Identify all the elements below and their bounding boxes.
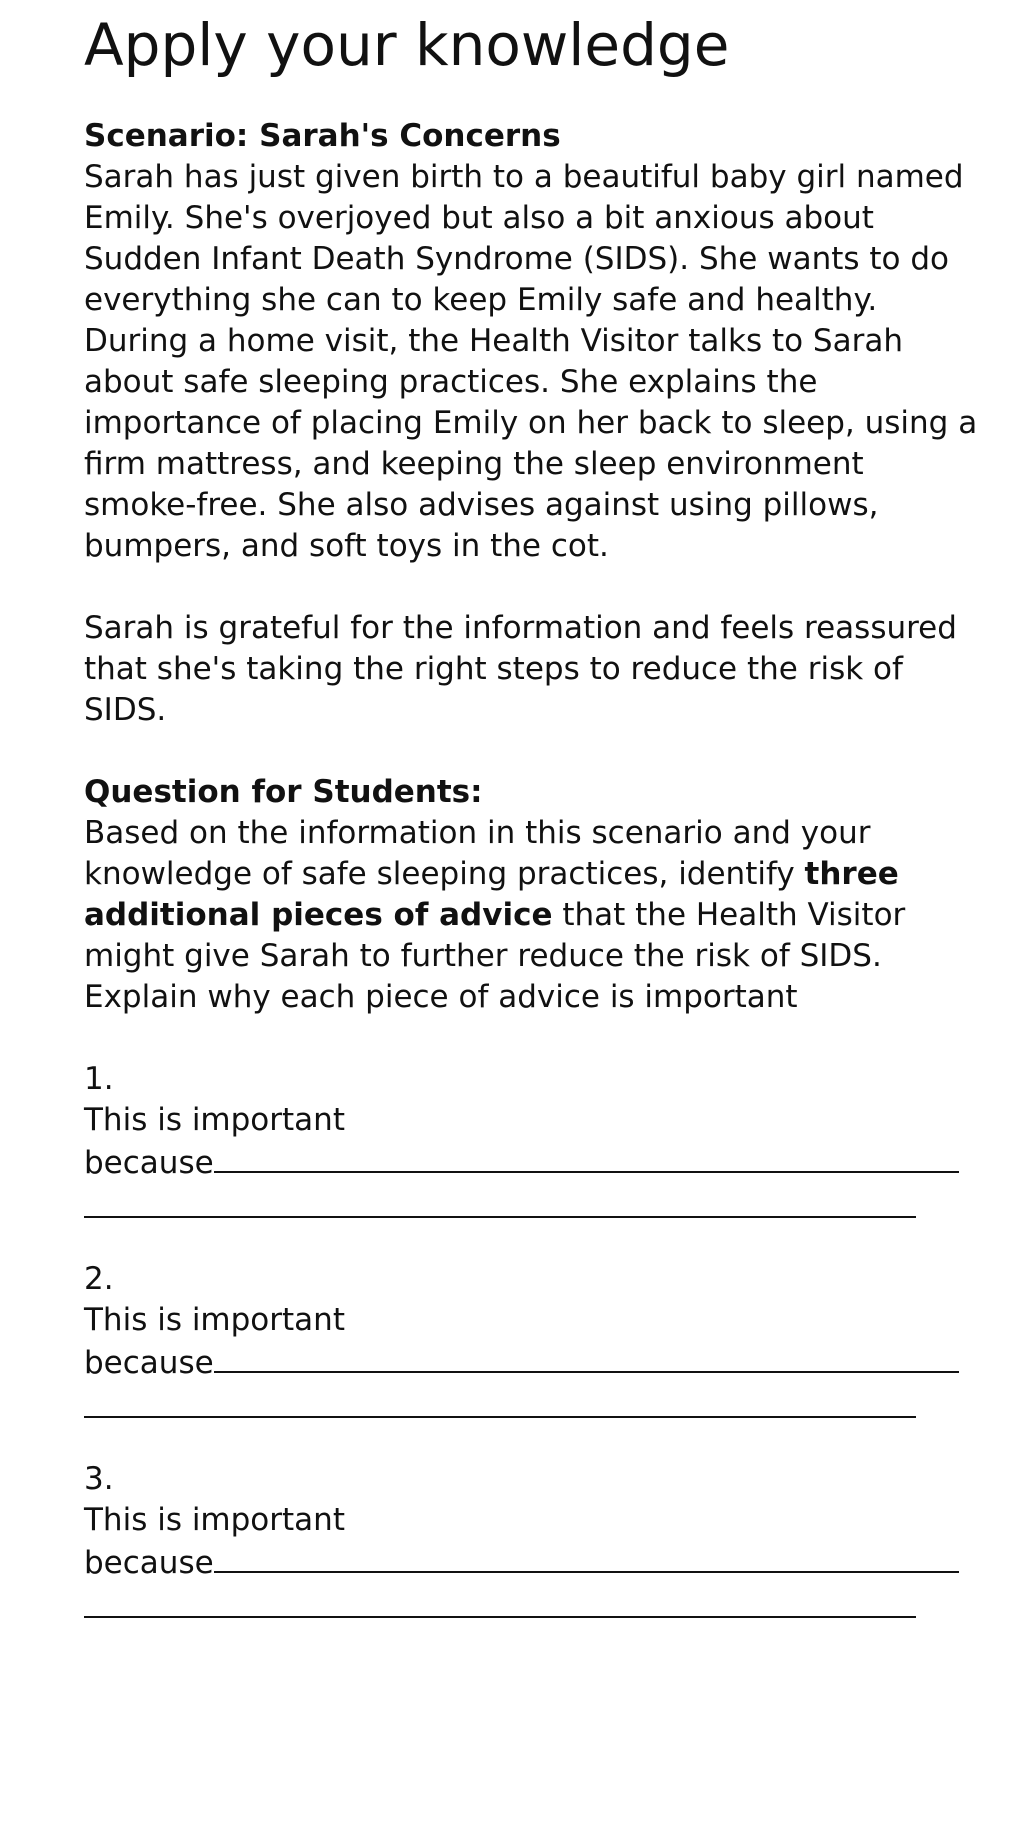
answer-prompt: This is important: [84, 1101, 345, 1138]
answers-spacer: [84, 1018, 984, 1059]
question-heading: Question for Students:: [84, 773, 483, 810]
answer-number: 2.: [84, 1260, 114, 1297]
answer-because-line: [84, 1141, 984, 1184]
question-section: [84, 772, 984, 1018]
answer-blank-line-full[interactable]: [84, 1384, 916, 1418]
because-label: because: [84, 1344, 214, 1381]
answer-item-1: [84, 1059, 984, 1218]
answer-because-line: [84, 1341, 984, 1384]
because-label: because: [84, 1544, 214, 1581]
answer-item-3: [84, 1459, 984, 1618]
worksheet-page: [84, 0, 984, 1618]
section-spacer: [84, 731, 984, 772]
answer-blank-line-full[interactable]: [84, 1584, 916, 1618]
scenario-heading: Scenario: Sarah's Concerns: [84, 117, 561, 154]
answer-blank-line[interactable]: [214, 1541, 959, 1573]
question-text-end: that the Health Visitor might give Sarah to further reduce the risk of SIDS. Explain why each piece of advice is important: [84, 896, 906, 1015]
scenario-paragraph-2: During a home visit, the Health Visitor talks to Sarah about safe sleeping practices. She explains the importance of placing Emily on her back to sleep, using a firm mattress, and keeping the sleep environment smoke-free. She also advises against using pillows, bumpers, and soft toys in the cot.: [84, 322, 978, 564]
answer-blank-line-full[interactable]: [84, 1184, 916, 1218]
answer-prompt: This is important: [84, 1301, 345, 1338]
question-text: [84, 813, 984, 1018]
scenario-section: [84, 116, 984, 731]
answer-number: 1.: [84, 1060, 114, 1097]
answer-number: 3.: [84, 1460, 114, 1497]
because-label: because: [84, 1144, 214, 1181]
answer-blank-line[interactable]: [214, 1141, 959, 1173]
paragraph-spacer: [84, 567, 984, 608]
answer-prompt: This is important: [84, 1501, 345, 1538]
question-bold-emphasis: three additional pieces of advice: [84, 855, 899, 933]
answer-blank-line[interactable]: [214, 1341, 959, 1373]
question-text-start: Based on the information in this scenario and your knowledge of safe sleeping practices, identify: [84, 814, 871, 892]
answers-section: [84, 1059, 984, 1618]
answer-spacer: [84, 1218, 984, 1259]
answer-spacer: [84, 1418, 984, 1459]
answer-because-line: [84, 1541, 984, 1584]
page-title: Apply your knowledge: [84, 11, 730, 79]
answer-item-2: [84, 1259, 984, 1418]
scenario-paragraph-3: Sarah is grateful for the information and feels reassured that she's taking the right steps to reduce the risk of SIDS.: [84, 609, 957, 728]
scenario-paragraph-1: Sarah has just given birth to a beautiful baby girl named Emily. She's overjoyed but also a bit anxious about Sudden Infant Death Syndrome (SIDS). She wants to do everything she can to keep Emily safe and healthy.: [84, 158, 964, 318]
